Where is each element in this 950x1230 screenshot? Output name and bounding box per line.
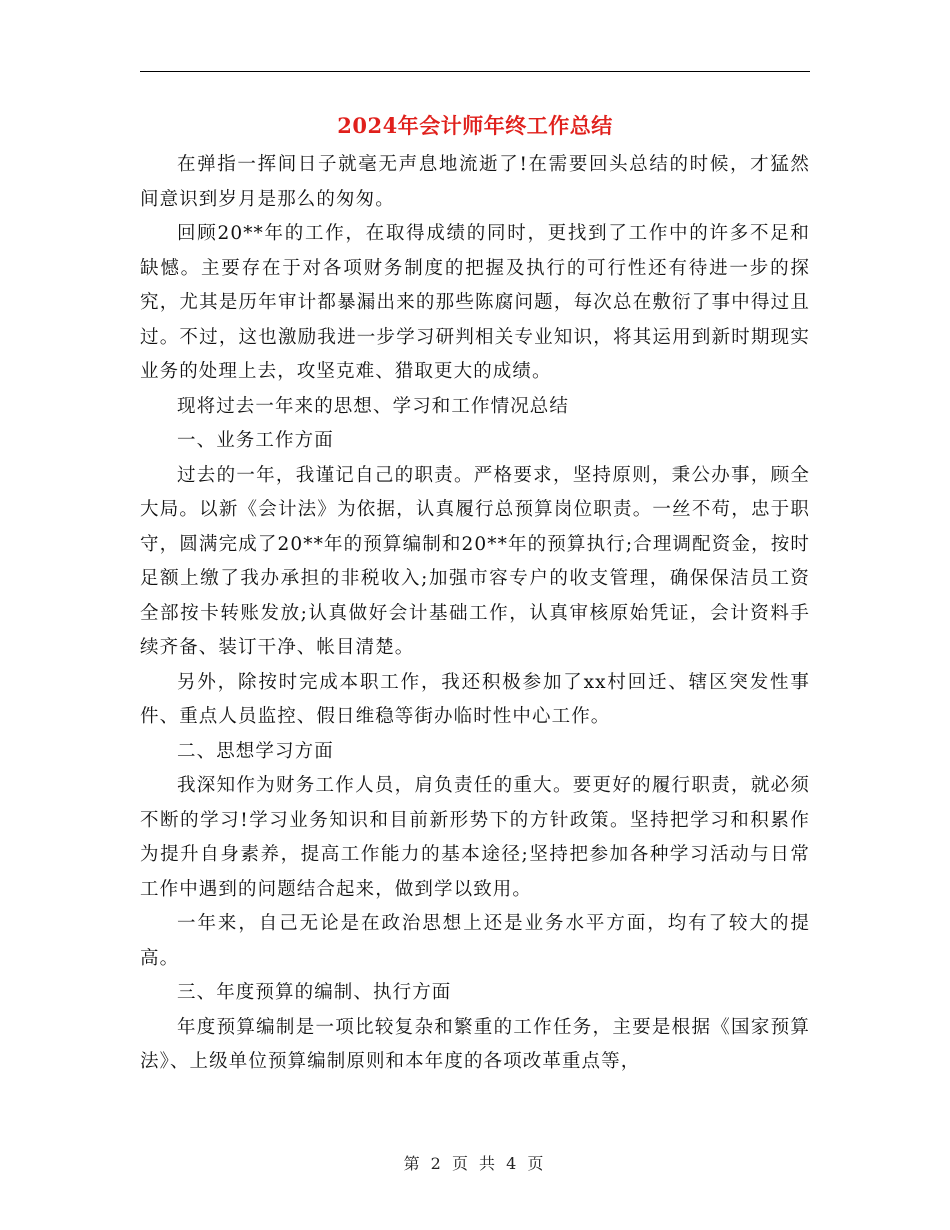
section-heading-budget: 三、年度预算的编制、执行方面 (177, 982, 452, 1003)
paragraph-business-work: 过去的一年，我谨记自己的职责。严格要求，坚持原则，秉公办事，顾全大局。以新《会计法》为依据，认真履行总预算岗位职责。一丝不苟，忠于职守，圆满完成了20**年的预算编制和20**年的预算执行;合理调配资金，按时足额上缴了我办承担的非税收入;加强市容专户的收支管理，确保保洁员工资全部按卡转账发放;认真做好会计基础工作，认真审核原始凭证，会计资料手续齐备、装订干净、帐目清楚。 (140, 464, 810, 658)
paragraph-budget: 年度预算编制是一项比较复杂和繁重的工作任务，主要是根据《国家预算法》、上级单位预算编制原则和本年度的各项改革重点等， (140, 1016, 810, 1072)
document-body (140, 148, 810, 1080)
section-heading-study: 二、思想学习方面 (177, 740, 334, 762)
paragraph-study: 我深知作为财务工作人员，肩负责任的重大。要更好的履行职责，就必须不断的学习!学习业务知识和目前新形势下的方针政策。坚持把学习和积累作为提升自身素养，提高工作能力的基本途径;坚持把参加各种学习活动与日常工作中遇到的问题结合起来，做到学以致用。 (140, 775, 810, 900)
paragraph-review: 回顾20**年的工作，在取得成绩的同时，更找到了工作中的许多不足和缺憾。主要存在于对各项财务制度的把握及执行的可行性还有待进一步的探究，尤其是历年审计都暴漏出来的那些陈腐问题，每次总在敷衍了事中得过且过。不过，这也激励我进一步学习研判相关专业知识，将其运用到新时期现实业务的处理上去，攻坚克难、猎取更大的成绩。 (140, 223, 810, 382)
page-number-footer: 第 2 页 共 4 页 (403, 1154, 547, 1173)
paragraph-summary-lead: 现将过去一年来的思想、学习和工作情况总结 (177, 395, 570, 417)
section-heading-business: 一、业务工作方面 (177, 430, 334, 451)
paragraph-intro: 在弹指一挥间日子就毫无声息地流逝了!在需要回头总结的时候，才猛然间意识到岁月是那么的匆匆。 (140, 154, 810, 210)
header-rule (140, 71, 810, 72)
paragraph-extra-work: 另外，除按时完成本职工作，我还积极参加了xx村回迁、辖区突发性事件、重点人员监控、假日维稳等街办临时性中心工作。 (140, 671, 810, 727)
document-title: 2024年会计师年终工作总结 (337, 113, 613, 138)
paragraph-improvement: 一年来，自己无论是在政治思想上还是业务水平方面，均有了较大的提高。 (140, 913, 810, 969)
